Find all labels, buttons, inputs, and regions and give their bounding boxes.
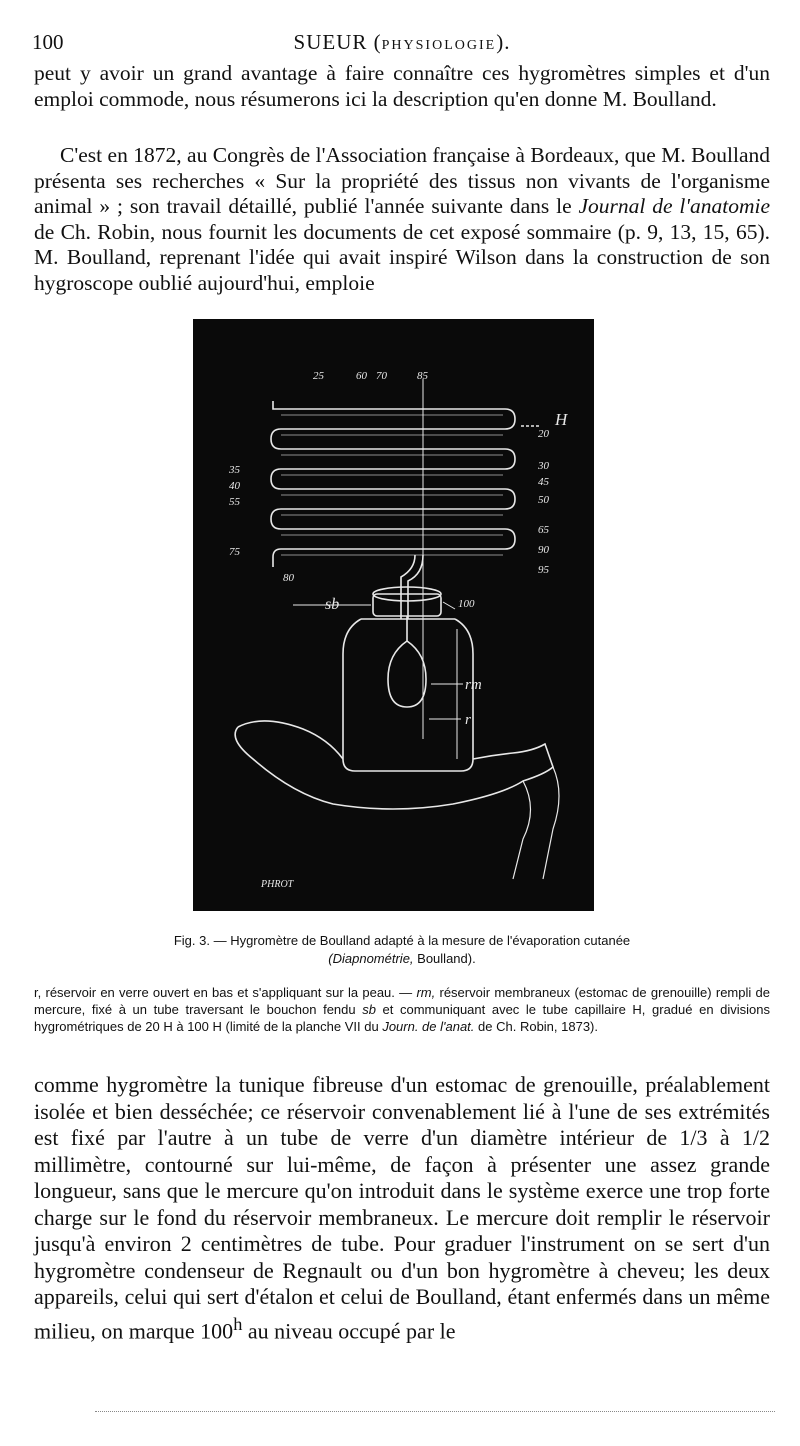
right-scale-label: 50 [538, 494, 549, 506]
journal-title: Journal de l'anatomie [578, 194, 770, 218]
label-rm: rm [465, 677, 482, 693]
hygrometer-figure [193, 319, 594, 911]
running-title: SUEUR (PHYSIOLOGIE). [293, 30, 511, 54]
right-scale-label: 65 [538, 524, 549, 536]
left-scale-label: 75 [229, 546, 240, 558]
paragraph-3: comme hygromètre la tunique fibreuse d'un estomac de grenouille, préalablement isolée et bien desséchée; ce réservoir convenablement lié à l'une de ses extrémités est fixé par l'autre à un tube de verre d'un diamètre intérieur de 1/3 à 1/2 millimètre, contourné sur lui-même, de façon à présenter une assez grande longueur, sans que le mercure qu'on introduit dans le système exerce une trop forte charge sur le fond du réservoir membraneux. Le mercure doit remplir le réservoir jusqu'à environ 2 centimètres de tube. Pour graduer l'instrument on se sert d'un hygromètre condenseur de Regnault ou d'un bon hygromètre à cheveu; les deux appareils, celui qui sert d'étalon et celui de Boulland, étant enfermés dans un même milieu, on marque 100$^h$ au niveau occupé par le [34, 1072, 770, 1343]
page-number: 100 [32, 30, 64, 54]
paragraph-2: C'est en 1872, au Congrès de l'Association française à Bordeaux, que M. Boulland présenta ses recherches « Sur la propriété des tissus non vivants de l'organisme animal » ; son travail détaillé, publié l'année suivante dans le Journal de l'anatomie de Ch. Robin, nous fournit les documents de cet exposé sommaire (p. 9, 13, 15, 65). M. Boulland, reprenant l'idée qui avait inspiré Wilson dans la construction de son hygroscope oublié aujourd'hui, emploie [34, 143, 770, 295]
engraver-signature: PHROT [261, 879, 294, 890]
top-scale-label: 25 [313, 370, 324, 382]
right-scale-label: 90 [538, 544, 549, 556]
label-80: 80 [283, 572, 294, 584]
left-scale-label: 55 [229, 496, 240, 508]
top-scale-label: 85 [417, 370, 428, 382]
label-r: r [465, 712, 471, 728]
left-scale-label: 35 [229, 464, 240, 476]
figure-caption-title: Fig. 3. — Hygromètre de Boulland adapté à la mesure de l'évaporation cutanée (Diapnométrie, Boulland). [173, 933, 631, 966]
right-scale-label: 95 [538, 564, 549, 576]
right-scale-label: 45 [538, 476, 549, 488]
page-header [32, 30, 772, 58]
paragraph-1: peut y avoir un grand avantage à faire connaître ces hygromètres simples et d'un emploi commode, nous résumerons ici la description qu'en donne M. Boulland. [34, 61, 770, 111]
label-H: H [555, 410, 568, 429]
hygrometer-illustration [193, 319, 594, 911]
label-100: 100 [458, 598, 475, 610]
footer-rule [95, 1411, 775, 1412]
right-scale-label: 30 [538, 460, 549, 472]
left-scale-label: 40 [229, 480, 240, 492]
top-scale-label: 70 [376, 370, 387, 382]
label-sb: sb [325, 596, 340, 613]
figure-caption-body: r, réservoir en verre ouvert en bas et s'appliquant sur la peau. — rm, réservoir membraneux (estomac de grenouille) rempli de mercure, fixé à un tube traversant le bouchon fendu sb et communiquant avec le tube capillaire H, gradué en divisions hygrométriques de 20 H à 100 H (limité de la planche VII du Journ. de l'anat. de Ch. Robin, 1873). [34, 985, 770, 1034]
top-scale-label: 60 [356, 370, 367, 382]
right-scale-label: 20 [538, 428, 549, 440]
